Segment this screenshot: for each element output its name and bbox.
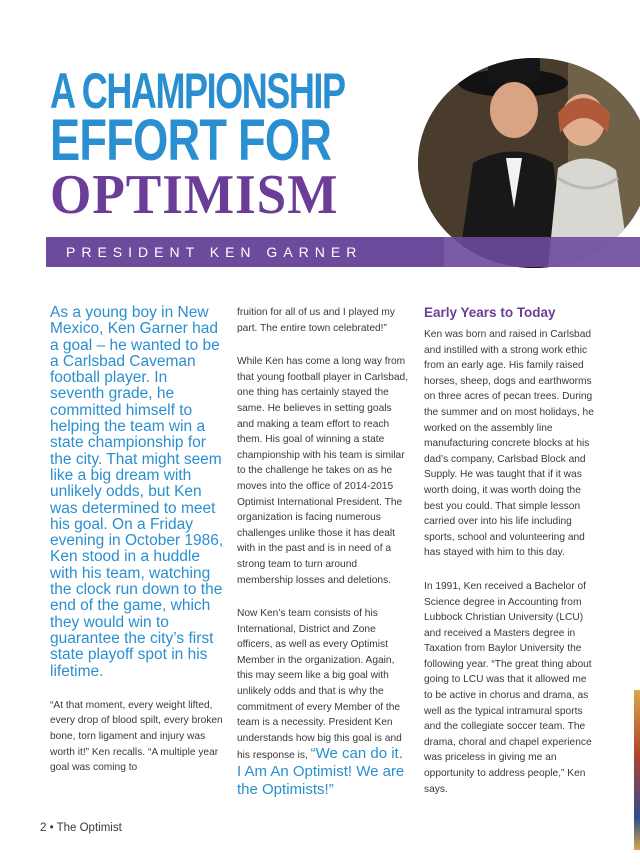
col3-paragraph-2: In 1991, Ken received a Bachelor of Science degree in Accounting from Lubbock Christian University (LCU) and received a Masters degree in Taxation from Baylor University the following year. “The great thing about going to LCU was that it allowed me to be active in chorus and drama, as well as the typical intramural sports and the collegiate soccer team. The drama, choral and chapel experience was priceless in giving me an opportunity to address people,” Ken says.: [424, 580, 592, 795]
col3-paragraph-1: Ken was born and raised in Carlsbad and instilled with a strong work ethic from an early age. His family raised horses, sheep, dogs and earthworms on three acres of pecan trees. During the summer and on most holidays, he worked on the assembly line manufacturing concrete blocks at his dad’s company, Carlsbad Block and Supply. He was taught that if it was worth doing, it was worth doing the best you could. That simple lesson carried over into his life including sports, school and volunteering and has stayed with him to this day.: [424, 329, 594, 559]
title-line-3: OPTIMISM: [50, 164, 339, 226]
column-3: [424, 305, 594, 815]
lead-paragraph: As a young boy in New Mexico, Ken Garner had a goal – he wanted to be a Carlsbad Caveman football player. In seventh grade, he committed himself to helping the team win a state championship for the city. That might seem like a big dream with unlikely odds, but Ken was determined to meet his goal. On a Friday evening in October 1986, Ken stood in a huddle with his team, watching the clock run down to the end of the game, which they would win to guarantee the city’s first state playoff spot in his lifetime.: [50, 304, 224, 680]
col2-paragraph-2: While Ken has come a long way from that young football player in Carlsbad, one thing has certainly stayed the same. He believes in setting goals and making a team effort to reach them. His goal of winning a state championship with his team is similar to the challenge he takes on as he moves into the office of 2014-2015 Optimist International President. The organization is facing numerous challenges unlike those it has dealt with in the past and is in need of a strong team to turn around membership losses and deletions.: [237, 356, 409, 586]
title-line-1: A CHAMPIONSHIP: [50, 63, 345, 119]
col2-paragraph-3-text: Now Ken’s team consists of his International, District and Zone officers, as well as every Optimist Member in the organization. Again, this may seem like a big goal with unlikely odds and that is why the commitment of every Member of the team is a necessity. President Ken understands how big this goal is and his response is,: [237, 608, 402, 762]
title-line-2: EFFORT FOR: [50, 108, 332, 173]
page-edge-decoration: [634, 690, 640, 850]
column-1: [50, 305, 225, 794]
banner-extension: [443, 237, 640, 267]
pull-quote: “We can do it. I Am An Optimist! We are the Optimists!”: [237, 745, 405, 798]
column-2: [237, 305, 409, 817]
president-banner: PRESIDENT KEN GARNER: [46, 237, 444, 267]
col2-paragraph-3: [237, 606, 409, 799]
col1-paragraph: “At that moment, every weight lifted, every drop of blood spilt, every broken bone, torn ligament and injury was worth it!” Ken recalls. “A multiple year goal was coming to: [50, 699, 223, 774]
page-footer: 2 • The Optimist: [40, 822, 122, 834]
section-subhead: Early Years to Today: [424, 305, 556, 320]
col2-paragraph-1: fruition for all of us and I played my part. The entire town celebrated!”: [237, 307, 395, 334]
article-title: [50, 63, 430, 226]
